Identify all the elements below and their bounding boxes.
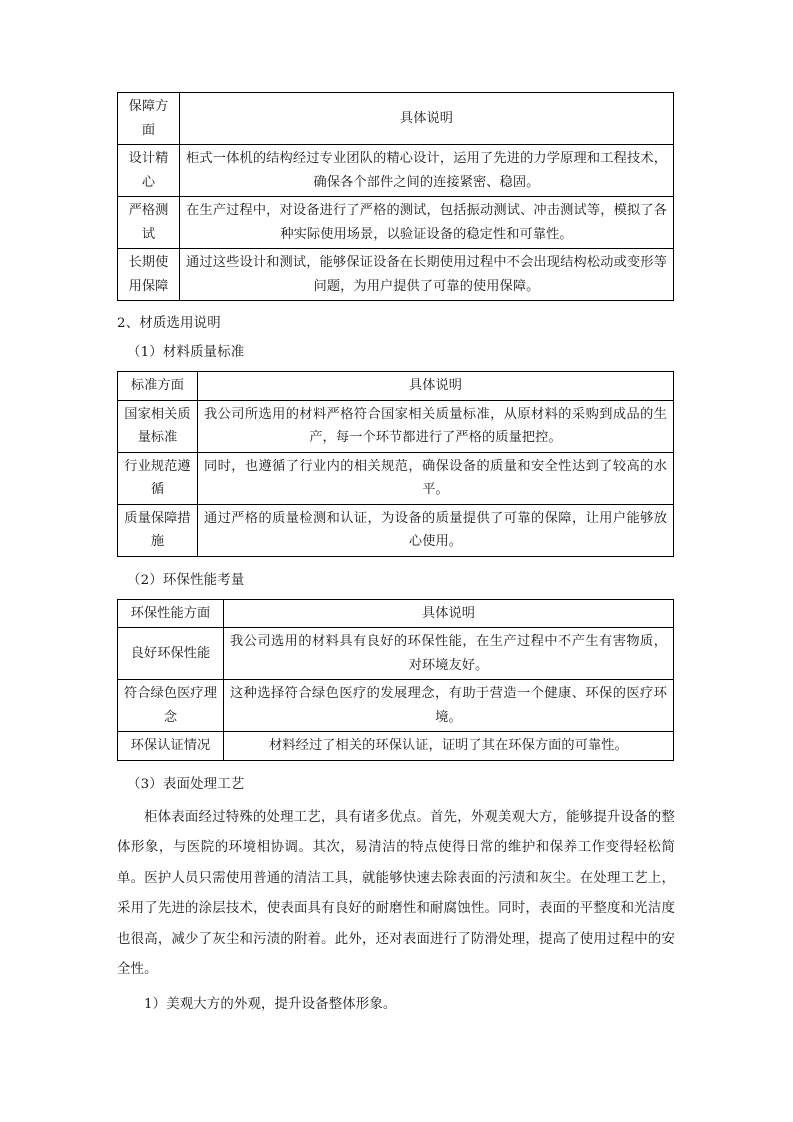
table-row [118,628,674,680]
subsection-heading-3: （3）表面处理工艺 [127,776,245,792]
table-col-header-description: 具体说明 [180,93,674,145]
table-col-header-aspect: 保障方面 [118,93,180,145]
row-label: 设计精心 [118,145,180,197]
table-row [118,145,674,197]
row-description: 柜式一体机的结构经过专业团队的精心设计，运用了先进的力学原理和工程技术，确保各个部件之间的连接紧密、稳固。 [180,145,674,197]
row-description: 通过这些设计和测试，能够保证设备在长期使用过程中不会出现结构松动或变形等问题，为用户提供了可靠的使用保障。 [180,249,674,301]
table-row [118,680,674,732]
subsection-heading-2: （2）环保性能考量 [127,572,245,588]
table-row [118,197,674,249]
row-label: 符合绿色医疗理念 [118,680,224,732]
spacer [117,557,675,566]
table-header-row [118,372,674,401]
row-description: 通过严格的质量检测和认证，为设备的质量提供了可靠的保障，让用户能够放心使用。 [198,504,674,556]
row-label: 质量保障措施 [118,504,198,556]
row-label: 行业规范遵循 [118,452,198,504]
table-col-header-environment: 环保性能方面 [118,599,224,628]
row-description: 我公司选用的材料具有良好的环保性能，在生产过程中不产生有害物质，对环境友好。 [224,628,674,680]
row-label: 良好环保性能 [118,628,224,680]
row-description: 这种选择符合绿色医疗的发展理念，有助于营造一个健康、环保的医疗环境。 [224,680,674,732]
row-label: 国家相关质量标准 [118,400,198,452]
row-label: 环保认证情况 [118,732,224,761]
subsection-heading-1: （1）材料质量标准 [127,345,245,360]
list-item: 1）美观大方的外观，提升设备整体形象。 [144,997,397,1013]
table-col-header-standard: 标准方面 [118,372,198,401]
table-row [118,504,674,556]
row-label: 长期使用保障 [118,249,180,301]
table-col-header-description: 具体说明 [198,372,674,401]
row-description: 材料经过了相关的环保认证，证明了其在环保方面的可靠性。 [224,732,674,761]
table-header-row [118,93,674,145]
spacer [117,301,675,309]
row-description: 同时，也遵循了行业内的相关规范，确保设备的质量和安全性达到了较高的水平。 [198,452,674,504]
table-row [118,732,674,761]
material-quality-table [117,371,674,557]
paragraph-surface-treatment: 柜体表面经过特殊的处理工艺，具有诸多优点。首先，外观美观大方，能够提升设备的整体形象，与医院的环境相协调。其次，易清洁的特点使得日常的维护和保养工作变得轻松简单。医护人员只需使用普通的清洁工具，就能够快速去除表面的污渍和灰尘。在处理工艺上，采用了先进的涂层技术，使表面具有良好的耐磨性和耐腐蚀性。同时，表面的平整度和光洁度也很高，减少了灰尘和污渍的附着。此外，还对表面进行了防滑处理，提高了使用过程中的安全性。 [117,809,675,978]
row-description: 在生产过程中，对设备进行了严格的测试，包括振动测试、冲击测试等，模拟了各种实际使用场景，以验证设备的稳定性和可靠性。 [180,197,674,249]
table-row [118,249,674,301]
spacer [117,761,675,770]
guarantee-table [117,92,674,301]
row-description: 我公司所选用的材料严格符合国家相关质量标准，从原材料的采购到成品的生产，每一个环节都进行了严格的质量把控。 [198,400,674,452]
section-heading-2: 2、材质选用说明 [117,316,221,331]
table-header-row [118,599,674,628]
table-col-header-description: 具体说明 [224,599,674,628]
table-row [118,452,674,504]
row-label: 严格测试 [118,197,180,249]
table-row [118,400,674,452]
environmental-table [117,599,674,761]
